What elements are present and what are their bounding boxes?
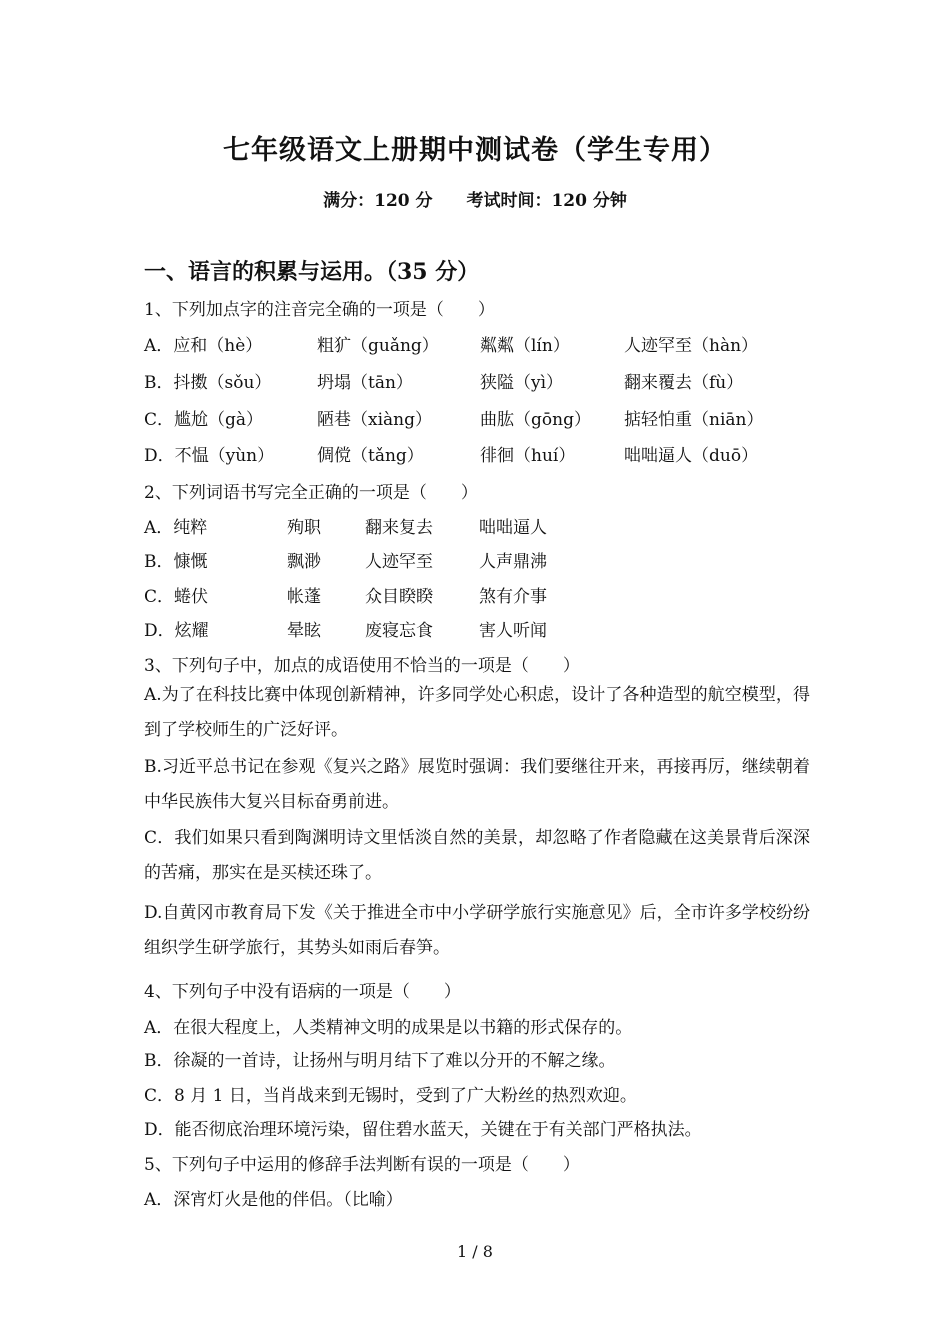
option-item: 曲肱（gōng） <box>480 410 591 430</box>
question-3-stem: 3、下列句子中，加点的成语使用不恰当的一项是（ ） <box>144 656 580 676</box>
question-4-option-d: D．能否彻底治理环境污染，留住碧水蓝天，关键在于有关部门严格执法。 <box>144 1120 702 1140</box>
exam-time: 考试时间：120 分钟 <box>466 191 627 211</box>
option-item: A．纯粹 <box>144 518 208 538</box>
full-score: 满分：120 分 <box>323 191 433 211</box>
option-item: 害人听闻 <box>479 621 547 641</box>
option-item: 徘徊（huí） <box>480 446 576 466</box>
option-item: 咄咄逼人（duō） <box>624 446 759 466</box>
question-3-option-d: D.自黄冈市教育局下发《关于推进全市中小学研学旅行实施意见》后，全市许多学校纷纷组织学生研学旅行，其势头如雨后春笋。 <box>144 903 810 958</box>
option-item: 煞有介事 <box>479 587 547 607</box>
option-item: 粗犷（guǎng） <box>317 336 439 356</box>
option-item: 晕眩 <box>287 621 321 641</box>
option-item: 翻来复去 <box>365 518 433 538</box>
option-item: B．抖擞（sǒu） <box>144 373 272 393</box>
question-3-option-b: B.习近平总书记在参观《复兴之路》展览时强调：我们要继往开来，再接再厉，继续朝着中华民族伟大复兴目标奋勇前进。 <box>144 757 810 812</box>
question-4-stem: 4、下列句子中没有语病的一项是（ ） <box>144 982 461 1002</box>
option-item: 陋巷（xiàng） <box>317 410 432 430</box>
page-number: 1 / 8 <box>457 1242 493 1261</box>
section-heading: 一、语言的积累与运用。（35 分） <box>144 259 480 285</box>
option-item: B．慷慨 <box>144 552 208 572</box>
page-title: 七年级语文上册期中测试卷（学生专用） <box>223 135 727 166</box>
option-item: 殉职 <box>287 518 321 538</box>
question-5-stem: 5、下列句子中运用的修辞手法判断有误的一项是（ ） <box>144 1155 580 1175</box>
question-1-stem: 1、下列加点字的注音完全确的一项是（ ） <box>144 300 495 320</box>
option-item: 狭隘（yì） <box>480 373 564 393</box>
option-item: A．应和（hè） <box>144 336 263 356</box>
option-item: 坍塌（tān） <box>317 373 413 393</box>
option-item: 倜傥（tǎng） <box>317 446 424 466</box>
question-4-option-b: B．徐凝的一首诗，让扬州与明月结下了难以分开的不解之缘。 <box>144 1051 616 1071</box>
option-item: 众目睽睽 <box>365 587 433 607</box>
option-item: 粼粼（lín） <box>480 336 570 356</box>
question-3-option-c: C．我们如果只看到陶渊明诗文里恬淡自然的美景，却忽略了作者隐藏在这美景背后深深的苦痛，那实在是买椟还珠了。 <box>144 828 810 883</box>
option-item: 人迹罕至 <box>365 552 433 572</box>
option-item: 人声鼎沸 <box>479 552 547 572</box>
option-item: 废寝忘食 <box>365 621 433 641</box>
option-item: 飘渺 <box>287 552 321 572</box>
question-4-option-a: A．在很大程度上，人类精神文明的成果是以书籍的形式保存的。 <box>144 1018 633 1038</box>
question-3-option-a: A.为了在科技比赛中体现创新精神，许多同学处心积虑，设计了各种造型的航空模型，得到了学校师生的广泛好评。 <box>144 685 810 740</box>
option-item: 咄咄逼人 <box>479 518 547 538</box>
option-item: 掂轻怕重（niān） <box>624 410 764 430</box>
option-item: D．炫耀 <box>144 621 209 641</box>
option-item: D．不愠（yùn） <box>144 446 275 466</box>
question-4-option-c: C．8 月 1 日，当肖战来到无锡时，受到了广大粉丝的热烈欢迎。 <box>144 1086 637 1106</box>
option-item: 翻来覆去（fù） <box>624 373 744 393</box>
option-item: C．尴尬（gà） <box>144 410 264 430</box>
exam-info <box>0 186 950 211</box>
question-5-option-a: A．深宵灯火是他的伴侣。（比喻） <box>144 1190 403 1210</box>
question-2-stem: 2、下列词语书写完全正确的一项是（ ） <box>144 483 478 503</box>
option-item: 人迹罕至（hàn） <box>624 336 759 356</box>
option-item: 帐蓬 <box>287 587 321 607</box>
option-item: C．蜷伏 <box>144 587 209 607</box>
